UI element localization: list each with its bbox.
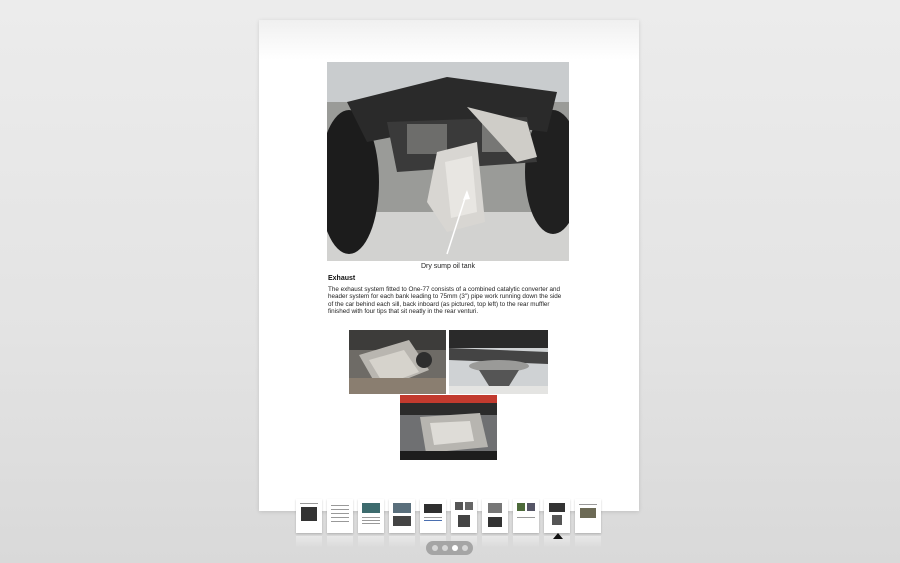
chassis-photo (327, 62, 569, 261)
page-thumbnail[interactable] (327, 499, 353, 533)
page-thumbnail-selected[interactable] (575, 499, 601, 533)
page-thumbnail[interactable] (389, 499, 415, 533)
page-thumbnail[interactable] (544, 499, 570, 533)
page-indicator (426, 541, 473, 555)
document-page (259, 20, 639, 511)
section-body-text: The exhaust system fitted to One-77 consists of a combined catalytic converter and header system for each bank leading to 75mm (3") pipe work running down the side of the car behind each sill, back inboard (as pictured, top left) to the rear muffler finished with four tips that sit neatly in the rear venturi. (328, 286, 562, 316)
exhaust-photo-3 (400, 395, 497, 460)
page-thumbnail[interactable] (296, 499, 322, 533)
photo-caption: Dry sump oil tank (420, 263, 476, 270)
pager-dot-active[interactable] (452, 545, 458, 551)
section-heading: Exhaust (328, 275, 356, 282)
page-thumbnail[interactable] (358, 499, 384, 533)
page-thumbnail[interactable] (420, 499, 446, 533)
pager-dot[interactable] (442, 545, 448, 551)
selected-thumbnail-indicator-icon (553, 533, 563, 539)
thumbnail-strip (296, 499, 601, 533)
exhaust-photo-1 (349, 330, 446, 394)
pager-dot[interactable] (432, 545, 438, 551)
pager-dot[interactable] (462, 545, 468, 551)
page-thumbnail[interactable] (513, 499, 539, 533)
page-thumbnail[interactable] (482, 499, 508, 533)
exhaust-photo-2 (449, 330, 548, 394)
page-thumbnail[interactable] (451, 499, 477, 533)
